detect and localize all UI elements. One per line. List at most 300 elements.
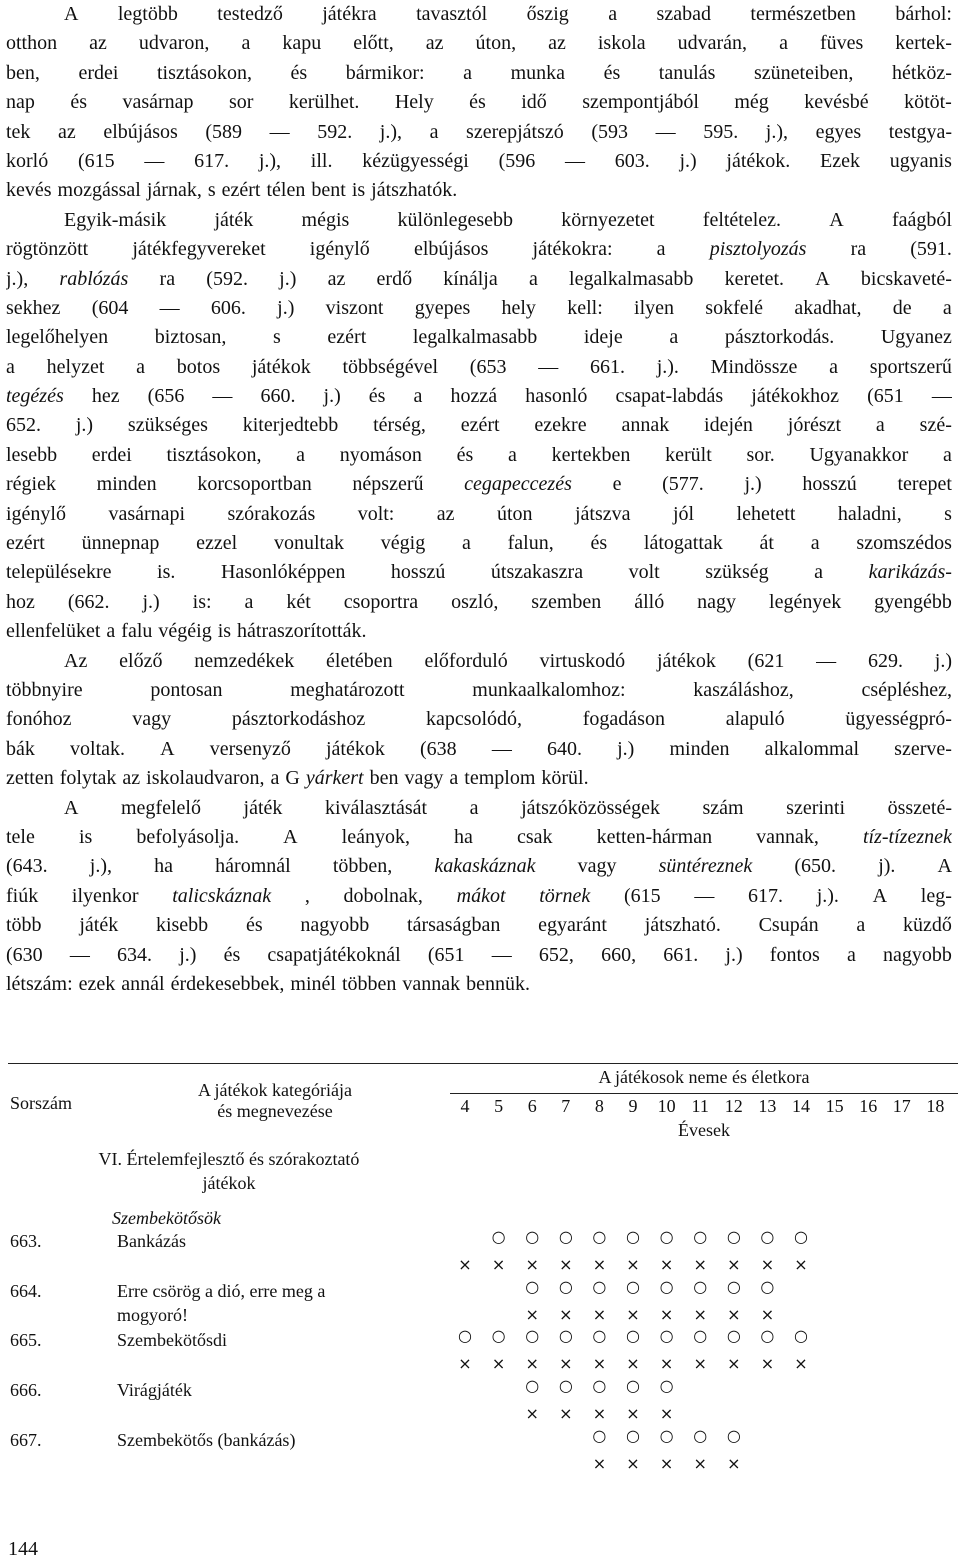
table-age-rule — [450, 1093, 958, 1094]
word: érdekesebbek, — [170, 972, 285, 995]
word: (638 — [420, 737, 457, 760]
word: egyes — [815, 120, 862, 143]
text-line — [6, 794, 952, 823]
word: és — [456, 443, 474, 466]
word: udvaron, — [138, 32, 210, 55]
word: korló — [6, 149, 49, 172]
word: minden — [669, 737, 730, 760]
word: oszló, — [451, 590, 499, 613]
word: — — [931, 385, 952, 408]
word: népszerű — [352, 473, 424, 496]
word: útszakaszra — [490, 561, 584, 584]
game-name: mogyoró! — [117, 1305, 188, 1325]
girl-mark: ○ — [794, 1326, 808, 1345]
word: szempontjából — [582, 91, 699, 114]
text-line — [6, 294, 952, 323]
girl-mark: ○ — [626, 1426, 640, 1445]
word: és — [603, 61, 621, 84]
age-17: 17 — [892, 1096, 911, 1116]
word: látogattak — [643, 532, 723, 555]
word: 617. — [194, 149, 230, 172]
game-name: Bankázás — [117, 1231, 186, 1251]
boy-mark: × — [559, 1305, 573, 1324]
word: A — [872, 884, 888, 907]
word: szé- — [919, 414, 952, 437]
word: 592. — [317, 120, 353, 143]
boy-mark: × — [458, 1255, 472, 1274]
word: ezekre — [534, 414, 587, 437]
word: a — [779, 32, 788, 55]
boy-mark: × — [693, 1454, 707, 1473]
word: a — [429, 120, 439, 143]
boy-mark: × — [559, 1354, 573, 1373]
word: a — [463, 61, 473, 84]
word: j.) — [934, 649, 952, 672]
girl-mark: ○ — [626, 1277, 640, 1296]
word: faágból — [891, 208, 952, 231]
word: környezetet — [561, 208, 655, 231]
word: a — [296, 443, 306, 466]
word: többen — [341, 972, 397, 995]
age-13: 13 — [758, 1096, 777, 1116]
word: szemben — [531, 590, 602, 613]
word: Ugyanez — [880, 326, 952, 349]
word: bármikor: — [345, 61, 425, 84]
word: (589 — [205, 120, 243, 143]
boy-mark: × — [458, 1354, 472, 1373]
word: télen — [266, 179, 306, 202]
text-line — [6, 265, 952, 294]
word: egyaránt — [538, 914, 607, 937]
word: A — [64, 3, 79, 25]
boy-mark: × — [525, 1354, 539, 1373]
word: (662. — [67, 590, 110, 613]
word: a — [829, 355, 838, 378]
girl-mark: ○ — [592, 1326, 607, 1345]
boy-mark: × — [693, 1255, 707, 1274]
girl-mark: ○ — [760, 1277, 775, 1296]
word: ezért — [6, 532, 45, 555]
word: nyomáson — [339, 443, 422, 466]
word: tíz-tízeznek — [863, 825, 952, 848]
word: j.), — [258, 149, 282, 172]
word: 634. — [117, 943, 153, 966]
boy-mark: × — [592, 1454, 607, 1473]
boy-mark: × — [693, 1354, 707, 1373]
boy-mark: × — [592, 1305, 607, 1324]
girl-mark: ○ — [659, 1426, 674, 1445]
word: többnyire — [6, 678, 83, 701]
text-line — [6, 558, 952, 587]
word: iskolaudvaron, — [146, 767, 265, 790]
word: fonóhoz — [6, 708, 72, 731]
word: fontos — [769, 943, 820, 966]
word: törnek — [539, 884, 591, 907]
word: és — [590, 532, 608, 555]
text-line — [6, 970, 952, 999]
word: kertekben — [551, 443, 631, 466]
word: és — [70, 91, 87, 114]
word: ezért — [327, 326, 367, 349]
boy-mark: × — [626, 1354, 640, 1373]
text-line — [6, 323, 952, 352]
text-line — [6, 235, 952, 264]
page-number: 144 — [8, 1538, 38, 1560]
word: ezzel — [196, 532, 238, 555]
word: játékokhoz — [751, 385, 840, 408]
age-9: 9 — [628, 1096, 638, 1116]
word: mákot — [456, 884, 506, 907]
word: tanulás — [658, 61, 716, 84]
header-ages-unit: Évesek — [678, 1120, 730, 1140]
word: szerepjátszó — [466, 120, 564, 143]
girl-mark: ○ — [659, 1376, 674, 1395]
word: is — [78, 825, 93, 848]
word: játék — [79, 914, 119, 937]
word: testgya- — [888, 120, 952, 143]
word: csépléshez, — [861, 678, 952, 701]
girl-mark: ○ — [693, 1277, 708, 1296]
word: Egyik-másik — [64, 208, 167, 231]
word: — — [694, 884, 715, 907]
text-line — [6, 353, 952, 382]
word: kínálja — [443, 267, 498, 290]
word: Ugyanakkor — [809, 443, 909, 466]
boy-mark: × — [626, 1255, 640, 1274]
text-line — [6, 206, 952, 235]
word: 660, — [601, 943, 637, 966]
word: nagyobb — [300, 914, 370, 937]
boy-mark: × — [525, 1404, 539, 1423]
word: megfelelő — [121, 796, 201, 819]
word: otthon — [6, 32, 58, 55]
girl-mark: ○ — [592, 1227, 607, 1246]
word: rablózás — [59, 267, 129, 290]
header-category — [150, 1080, 400, 1122]
word: s — [207, 179, 216, 202]
word: (592. — [206, 267, 248, 290]
word: helyzet — [46, 355, 105, 378]
word: lesebb — [6, 443, 58, 466]
text-line — [6, 411, 952, 440]
word: (615 — [623, 884, 661, 907]
word: j.) — [617, 737, 635, 760]
word: bent — [311, 179, 346, 202]
word: a — [875, 414, 885, 437]
word: (621 — [747, 649, 785, 672]
word: került — [665, 443, 712, 466]
word: és — [223, 943, 241, 966]
boy-mark: × — [727, 1354, 741, 1373]
word: az — [425, 32, 444, 55]
word: úton, — [475, 32, 517, 55]
text-line — [6, 118, 952, 147]
word: végig — [380, 532, 426, 555]
boy-mark: × — [727, 1255, 741, 1274]
word: két — [286, 590, 311, 613]
girl-mark: ○ — [558, 1326, 573, 1345]
girl-mark: ○ — [558, 1376, 573, 1395]
word: igénylő — [309, 238, 370, 261]
word: szerinti — [786, 796, 846, 819]
word: régiek — [6, 473, 56, 496]
word: haladni, — [837, 502, 902, 525]
word: — — [491, 737, 512, 760]
word: a — [846, 943, 856, 966]
word: át — [759, 532, 774, 555]
word: vonultak — [274, 532, 344, 555]
word: több — [6, 914, 42, 937]
word: a — [106, 620, 116, 643]
word: a — [814, 561, 824, 584]
word: 652, — [538, 943, 574, 966]
word: A — [160, 737, 175, 760]
word: a — [943, 443, 952, 466]
word: elbújásos — [103, 120, 178, 143]
word: 595. — [703, 120, 739, 143]
girl-mark: ○ — [525, 1277, 540, 1296]
word: viszont — [325, 296, 384, 319]
word: 660. — [260, 385, 296, 408]
word: akadhat, — [794, 296, 862, 319]
word: és — [469, 91, 486, 114]
word: virtuskodó — [539, 649, 626, 672]
word: erdei — [91, 443, 132, 466]
text-line — [6, 382, 952, 411]
girl-mark: ○ — [726, 1227, 741, 1246]
word: társaságban — [407, 914, 501, 937]
word: a — [244, 590, 254, 613]
word: alkalommal — [764, 737, 860, 760]
girl-mark: ○ — [794, 1227, 808, 1246]
word: ben, — [6, 61, 40, 84]
text-line — [6, 59, 952, 88]
word: a — [469, 796, 479, 819]
word: szükség — [705, 561, 769, 584]
boy-mark: × — [760, 1305, 775, 1324]
word: 606. — [210, 296, 246, 319]
boy-mark: × — [491, 1354, 506, 1373]
word: (593 — [591, 120, 629, 143]
word: játékokra: — [532, 238, 613, 261]
word: 652. — [6, 414, 41, 437]
word: hátraszorították. — [237, 620, 367, 643]
word: játékra — [322, 3, 377, 25]
boy-mark: × — [760, 1354, 775, 1373]
word: ezért — [460, 414, 500, 437]
girl-mark: ○ — [726, 1426, 741, 1445]
word: őszig — [526, 3, 569, 25]
word: a — [6, 355, 15, 378]
word: többségével — [342, 355, 439, 378]
girl-mark: ○ — [626, 1326, 640, 1345]
boy-mark: × — [659, 1255, 674, 1274]
word: hosszú — [390, 561, 446, 584]
girl-mark: ○ — [659, 1326, 674, 1345]
boy-mark: × — [659, 1354, 674, 1373]
word: 603. — [614, 149, 650, 172]
word: talicskáznak — [172, 884, 272, 907]
word: hoz — [6, 590, 35, 613]
word: hely — [501, 296, 536, 319]
word: karikázás- — [868, 561, 952, 584]
word: az — [89, 32, 107, 55]
word: igénylő — [6, 502, 66, 525]
word: játékok — [325, 737, 385, 760]
word: az — [327, 267, 346, 290]
word: és — [245, 914, 263, 937]
word: fiúk — [6, 884, 39, 907]
word: testedző — [217, 3, 283, 25]
word: tek — [6, 120, 31, 143]
girl-mark: ○ — [525, 1227, 540, 1246]
word: tele — [6, 825, 35, 848]
word: ideje — [583, 326, 623, 349]
word: a — [669, 326, 679, 349]
word: pisztolyozás — [709, 238, 807, 261]
word: csapat-labdás — [615, 385, 724, 408]
word: (651 — [427, 943, 465, 966]
game-name: Erre csörög a dió, erre meg a — [117, 1281, 326, 1301]
word: ilyen — [634, 296, 675, 319]
word: ellenfelüket — [6, 620, 101, 643]
girl-mark: ○ — [726, 1277, 741, 1296]
word: a — [608, 3, 618, 25]
text-line — [6, 176, 952, 205]
word: életében — [326, 649, 393, 672]
text-line — [6, 911, 952, 940]
girl-mark: ○ — [458, 1326, 472, 1345]
word: elbújásos — [413, 238, 489, 261]
word: ra — [159, 267, 176, 290]
word: j.) — [744, 473, 762, 496]
word: j.) — [725, 943, 743, 966]
text-line — [6, 147, 952, 176]
word: korcsoportban — [197, 473, 312, 496]
subsection-title: Szembekötősök — [112, 1208, 221, 1228]
text-line — [6, 529, 952, 558]
section-title — [64, 1147, 394, 1195]
boy-mark: × — [626, 1404, 640, 1423]
word: nagyobb — [883, 943, 952, 966]
word: a — [449, 767, 459, 790]
word: természetben — [750, 3, 856, 25]
game-name: Virágjáték — [117, 1380, 192, 1400]
word: is — [351, 179, 366, 202]
word: az — [58, 120, 76, 143]
word: lehetett — [736, 502, 796, 525]
age-8: 8 — [594, 1096, 604, 1116]
girl-mark: ○ — [592, 1426, 607, 1445]
word: szüneteiben, — [754, 61, 854, 84]
word: feltételez. — [702, 208, 782, 231]
row-number: 666. — [10, 1380, 42, 1400]
word: játékok — [656, 649, 716, 672]
word: j.) — [179, 943, 197, 966]
word: játszva — [575, 502, 631, 525]
word: j.) — [75, 414, 94, 437]
word: annak — [621, 414, 670, 437]
word: játék — [214, 208, 254, 231]
word: A — [64, 796, 79, 819]
word: tavasztól — [416, 3, 488, 25]
word: 629. — [867, 649, 903, 672]
word: legtöbb — [117, 3, 178, 25]
word: leányok, — [341, 825, 410, 848]
word: Hasonlóképpen — [220, 561, 346, 584]
text-line — [6, 764, 952, 793]
word: játszhatók. — [371, 179, 458, 202]
word: háromnál — [215, 855, 291, 878]
word: összeté- — [887, 796, 952, 819]
word: a — [461, 532, 471, 555]
game-name: Szembekötős (bankázás) — [117, 1430, 296, 1450]
boy-mark: × — [525, 1255, 539, 1274]
row-number: 667. — [10, 1430, 42, 1450]
word: j.). — [816, 884, 839, 907]
word: ügyességpró- — [845, 708, 952, 731]
word: vagy — [577, 855, 617, 878]
word: (604 — [91, 296, 129, 319]
word: ill. — [310, 149, 333, 172]
word: álló — [634, 590, 665, 613]
word: a — [270, 767, 280, 790]
word: udvarán, — [677, 32, 748, 55]
word: tisztásokon, — [156, 61, 252, 84]
word: településekre — [6, 561, 112, 584]
game-name: Szembekötősdi — [117, 1330, 227, 1350]
word: legények — [769, 590, 842, 613]
word: voltak. — [70, 737, 126, 760]
word: hosszú — [802, 473, 857, 496]
word: (596 — [498, 149, 536, 172]
word: minden — [96, 473, 157, 496]
text-line — [6, 88, 952, 117]
word: 640. — [546, 737, 582, 760]
word: j.), — [765, 120, 788, 143]
row-number: 663. — [10, 1231, 42, 1251]
word: — — [491, 943, 512, 966]
word: bák — [6, 737, 35, 760]
word: iskola — [597, 32, 646, 55]
word: meghatározott — [290, 678, 405, 701]
word: is: — [192, 590, 212, 613]
word: munka — [510, 61, 566, 84]
text-line — [6, 617, 952, 646]
word: játékfegyvereket — [132, 238, 266, 261]
word: játék — [243, 796, 283, 819]
word: pásztorkodás. — [724, 326, 835, 349]
word: A — [937, 855, 952, 878]
word: hétköz- — [891, 61, 952, 84]
word: létszám: — [6, 972, 73, 995]
word: folytak — [59, 767, 117, 790]
word: Mindössze — [710, 355, 798, 378]
word: szám — [702, 796, 744, 819]
girl-mark: ○ — [659, 1277, 674, 1296]
word: s — [273, 326, 281, 349]
word: — — [816, 649, 837, 672]
word: és — [290, 61, 308, 84]
word: befolyásolja. — [136, 825, 240, 848]
table-top-rule — [8, 1063, 958, 1064]
word: G — [285, 767, 300, 790]
word: kell: — [567, 296, 603, 319]
age-14: 14 — [792, 1096, 810, 1116]
word: — — [538, 355, 559, 378]
word: leg- — [920, 884, 952, 907]
word: is — [217, 620, 232, 643]
